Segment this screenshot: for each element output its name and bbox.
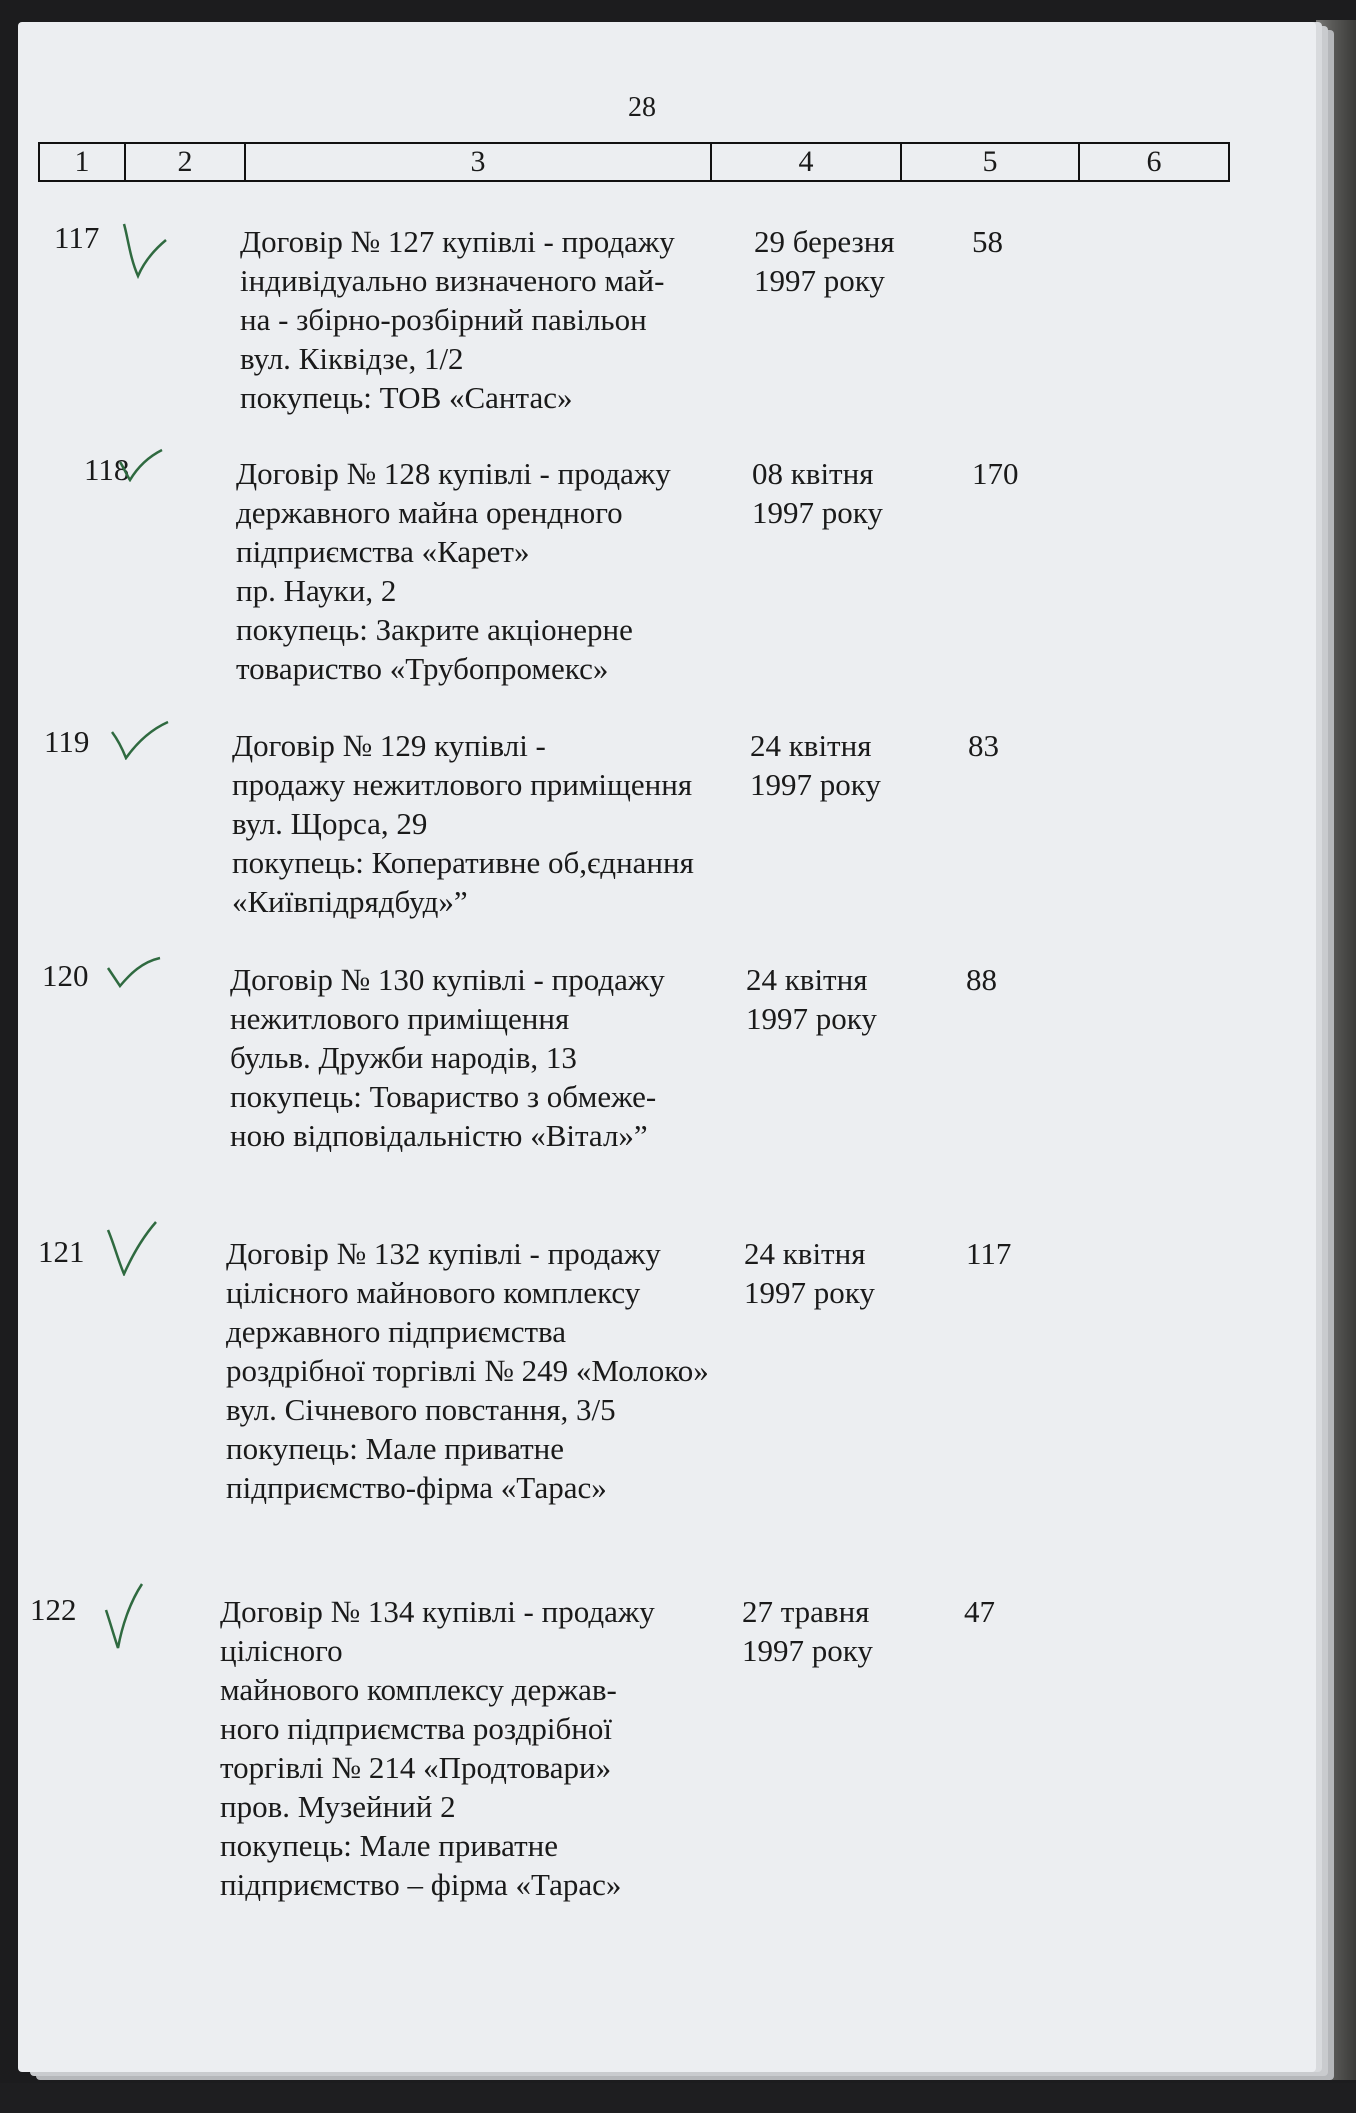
entry-number: 122 <box>30 1592 77 1627</box>
description-line: Договір № 127 купівлі - продажу <box>240 224 675 259</box>
description-line: продажу нежитлового приміщення <box>232 767 693 802</box>
date-line: 1997 року <box>750 767 881 802</box>
entry-date <box>742 1592 873 1670</box>
entry-date <box>750 726 881 804</box>
entry-description <box>240 222 675 417</box>
date-line: 27 травня <box>742 1594 870 1629</box>
description-line: покупець: Закрите акціонерне <box>236 612 633 647</box>
description-line: бульв. Дружби народів, 13 <box>230 1040 577 1075</box>
date-line: 1997 року <box>742 1633 873 1668</box>
description-line: індивідуально визначеного май- <box>240 263 665 298</box>
description-line: цілісного майнового комплексу <box>226 1275 641 1310</box>
checkmark-icon <box>110 718 170 760</box>
date-line: 24 квітня <box>744 1236 866 1271</box>
description-line: роздрібної торгівлі № 249 «Молоко» <box>226 1353 709 1388</box>
description-line: покупець: Мале приватне <box>220 1828 558 1863</box>
description-line: на - збірно-розбірний павільон <box>240 302 647 337</box>
entry-date <box>744 1234 875 1312</box>
entry-page-count: 117 <box>966 1236 1012 1271</box>
description-line: покупець: Товариство з обмеже- <box>230 1079 657 1114</box>
description-line: «Київпідрядбуд»” <box>232 884 468 919</box>
entry-number: 120 <box>42 958 89 993</box>
entry-description <box>236 454 671 688</box>
date-line: 1997 року <box>746 1001 877 1036</box>
column-header: 5 <box>901 143 1079 181</box>
description-line: покупець: ТОВ «Сантас» <box>240 380 573 415</box>
description-line: Договір № 132 купівлі - продажу <box>226 1236 661 1271</box>
entry-number: 121 <box>38 1234 85 1269</box>
date-line: 1997 року <box>744 1275 875 1310</box>
description-line: товариство «Трубопромекс» <box>236 651 609 686</box>
description-line: торгівлі № 214 «Продтовари» <box>220 1750 612 1785</box>
description-line: ного підприємства роздрібної <box>220 1711 612 1746</box>
description-line: цілісного <box>220 1633 343 1668</box>
description-line: покупець: Мале приватне <box>226 1431 564 1466</box>
description-line: вул. Січневого повстання, 3/5 <box>226 1392 616 1427</box>
description-line: державного підприємства <box>226 1314 567 1349</box>
description-line: підприємство-фірма «Тарас» <box>226 1470 607 1505</box>
checkmark-icon <box>118 448 164 482</box>
entry-description <box>220 1592 655 1904</box>
entry-number: 118 <box>84 452 130 487</box>
scan-bottom-border <box>0 2083 1356 2113</box>
date-line: 29 березня <box>754 224 895 259</box>
page-edge-shadow <box>1316 20 1356 2080</box>
description-line: вул. Кіквідзе, 1/2 <box>240 341 464 376</box>
entry-date <box>746 960 877 1038</box>
description-line: Договір № 134 купівлі - продажу <box>220 1594 655 1629</box>
description-line: майнового комплексу держав- <box>220 1672 617 1707</box>
column-header: 2 <box>125 143 245 181</box>
entry-description <box>230 960 665 1155</box>
date-line: 1997 року <box>752 495 883 530</box>
description-line: вул. Щорса, 29 <box>232 806 428 841</box>
description-line: пр. Науки, 2 <box>236 573 397 608</box>
date-line: 08 квітня <box>752 456 874 491</box>
entry-page-count: 170 <box>972 456 1019 491</box>
date-line: 24 квітня <box>746 962 868 997</box>
checkmark-icon <box>104 1220 160 1276</box>
description-line: нежитлового приміщення <box>230 1001 570 1036</box>
description-line: підприємство – фірма «Тарас» <box>220 1867 622 1902</box>
entry-date <box>752 454 883 532</box>
checkmark-icon <box>106 954 162 988</box>
entry-date <box>754 222 895 300</box>
entry-page-count: 83 <box>968 728 999 763</box>
description-line: Договір № 129 купівлі - <box>232 728 546 763</box>
description-line: Договір № 130 купівлі - продажу <box>230 962 665 997</box>
checkmark-icon <box>120 218 170 284</box>
date-line: 24 квітня <box>750 728 872 763</box>
description-line: пров. Музейний 2 <box>220 1789 456 1824</box>
entry-page-count: 47 <box>964 1594 995 1629</box>
entry-description <box>226 1234 709 1507</box>
date-line: 1997 року <box>754 263 885 298</box>
description-line: Договір № 128 купівлі - продажу <box>236 456 671 491</box>
description-line: ною відповідальністю «Вітал»” <box>230 1118 648 1153</box>
entry-description <box>232 726 694 921</box>
entry-page-count: 88 <box>966 962 997 997</box>
entry-page-count: 58 <box>972 224 1003 259</box>
entry-number: 117 <box>54 220 100 255</box>
checkmark-icon <box>102 1582 146 1652</box>
column-header: 3 <box>245 143 711 181</box>
page-number: 28 <box>628 92 656 123</box>
column-header: 6 <box>1079 143 1229 181</box>
description-line: підприємства «Карет» <box>236 534 530 569</box>
description-line: державного майна орендного <box>236 495 623 530</box>
column-header-table <box>38 142 1230 182</box>
description-line: покупець: Коперативне об,єднання <box>232 845 694 880</box>
column-header: 4 <box>711 143 901 181</box>
entry-number: 119 <box>44 724 90 759</box>
column-header: 1 <box>39 143 125 181</box>
